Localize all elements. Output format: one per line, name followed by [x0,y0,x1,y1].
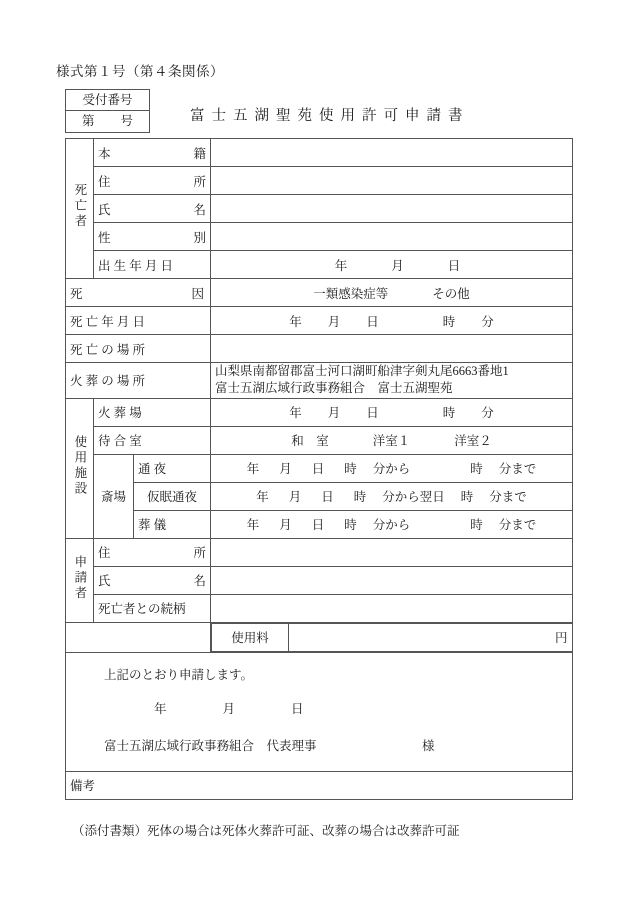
title-char-9: 可 [383,108,398,124]
kamin-start-hour-unit: 時 [353,490,367,504]
row-value-applicant-address[interactable] [211,538,573,566]
title-char-8: 許 [362,108,377,124]
receipt-number-suffix: 号 [120,114,134,128]
table-row-declaration [66,652,573,771]
title-char-3: 湖 [254,108,269,124]
table-row-cause-of-death [66,279,573,307]
death-day-unit: 日 [366,314,379,329]
table-row-deceased-address [66,167,573,195]
row-label-deceased-gender: 性 別 [94,223,211,251]
table-row-applicant-name [66,566,573,594]
row-label-applicant-address: 住 所 [94,538,211,566]
death-hour-unit: 時 [442,314,456,329]
row-value-deceased-name[interactable] [211,195,573,223]
table-row-remarks [66,771,573,799]
title-char-4: 聖 [276,108,291,124]
sogi-year-unit: 年 [246,518,260,532]
table-row-death-place [66,335,573,363]
receipt-number-box [65,89,150,133]
row-value-deceased-address[interactable] [211,167,573,195]
row-label-cause-of-death: 死 因 [66,279,211,307]
cremation-address-line2: 富士五湖広域行政事務組合 富士五湖聖苑 [215,381,453,396]
sogi-month-unit: 月 [279,518,292,532]
table-row-crematorium [66,398,573,426]
row-label-hall-tsuya: 通 夜 [134,454,211,482]
row-value-applicant-name[interactable] [211,566,573,594]
document-title [190,104,463,125]
waiting-room-option-western2[interactable]: 洋室２ [454,434,492,448]
death-year-unit: 年 [289,314,302,329]
row-label-death-date: 死 亡 年 月 日 [66,307,211,335]
row-value-cremation-place [211,363,573,399]
death-month-unit: 月 [327,314,341,329]
crematorium-month-unit: 月 [327,406,341,420]
declaration-block [66,652,573,771]
fee-label: 使用料 [212,623,289,651]
row-label-applicant-name: 氏 名 [94,566,211,594]
declaration-addressee: 富士五湖広域行政事務組合 代表理事 [104,738,317,753]
receipt-number-field[interactable] [66,111,149,132]
row-value-hall-sogi[interactable] [211,510,573,538]
row-label-hall-kamin-tsuya: 仮眠通夜 [134,482,211,510]
row-label-death-place: 死 亡 の 場 所 [66,335,211,363]
remarks-cell[interactable] [66,771,573,799]
table-row-honseki [66,139,573,167]
table-row-waiting-room [66,426,573,454]
group-label-applicant: 申請者 [66,538,94,622]
group-label-facilities: 使用施設 [66,398,94,538]
sogi-day-unit: 日 [311,518,325,532]
declaration-year-unit: 年 [154,701,167,716]
table-row-applicant-address [66,538,573,566]
title-char-12: 書 [448,108,463,124]
tsuya-end-hour-unit: 時 [470,462,483,476]
row-label-relation: 死亡者との続柄 [94,594,211,622]
row-value-death-place[interactable] [211,335,573,363]
title-char-0: 富 [190,108,205,124]
declaration-date[interactable] [154,699,304,717]
group-label-deceased: 死亡者 [66,139,94,279]
row-value-hall-tsuya[interactable] [211,454,573,482]
fee-row-spacer [66,622,211,652]
kamin-next-day-label: 翌日 [419,490,445,504]
birth-year-unit: 年 [334,258,348,273]
table-row-fee [66,622,573,652]
crematorium-day-unit: 日 [366,406,379,420]
tsuya-start-min-unit: 分から [372,462,411,476]
sogi-start-min-unit: 分から [372,518,411,532]
row-value-cause-of-death[interactable] [211,279,573,307]
sogi-end-hour-unit: 時 [470,518,483,532]
row-value-hall-kamin-tsuya[interactable] [211,482,573,510]
declaration-day-unit: 日 [291,701,304,716]
table-row-birthdate [66,251,573,279]
declaration-month-unit: 月 [222,701,236,716]
table-row-relation [66,594,573,622]
attachment-note: （添付書類）死体の場合は死体火葬許可証、改葬の場合は改葬許可証 [72,824,460,838]
form-number-label: 様式第１号（第４条関係） [56,64,224,79]
row-value-honseki[interactable] [211,139,573,167]
declaration-honorific: 様 [422,738,435,753]
title-char-10: 申 [405,108,420,124]
crematorium-hour-unit: 時 [442,406,456,420]
fee-unit: 円 [554,631,568,645]
cremation-address-line1: 山梨県南都留郡富士河口湖町船津字剣丸尾6663番地1 [215,364,509,378]
tsuya-month-unit: 月 [279,462,292,476]
remarks-label: 備考 [70,779,96,793]
declaration-statement: 上記のとおり申請します。 [104,667,254,682]
row-label-deceased-address: 住 所 [94,167,211,195]
row-label-deceased-name: 氏 名 [94,195,211,223]
sub-group-label-hall: 斎場 [94,454,134,538]
title-char-5: 苑 [297,108,312,124]
row-label-cremation-place: 火 葬 の 場 所 [66,363,211,399]
row-value-death-date[interactable] [211,307,573,335]
kamin-end-hour-unit: 時 [460,490,474,504]
row-value-crematorium[interactable] [211,398,573,426]
table-row-hall-tsuya [66,454,573,482]
title-char-2: 五 [233,108,248,124]
cause-option-other[interactable]: その他 [432,286,470,301]
table-row-deceased-name [66,195,573,223]
title-char-7: 用 [340,108,355,124]
waiting-room-option-japanese[interactable]: 和 室 [291,434,329,448]
title-char-1: 士 [211,108,226,124]
tsuya-end-min-unit: 分まで [498,462,537,476]
crematorium-year-unit: 年 [289,406,302,420]
fee-value[interactable] [289,623,573,651]
title-char-6: 使 [319,108,334,124]
row-value-waiting-room[interactable] [211,426,573,454]
kamin-year-unit: 年 [256,490,269,504]
tsuya-start-hour-unit: 時 [344,462,357,476]
row-label-crematorium: 火 葬 場 [94,398,211,426]
row-value-relation[interactable] [211,594,573,622]
waiting-room-option-western1[interactable]: 洋室１ [372,434,411,448]
row-label-birthdate: 出 生 年 月 日 [94,251,211,279]
tsuya-day-unit: 日 [311,462,325,476]
death-minute-unit: 分 [481,314,494,329]
cause-option-infectious[interactable]: 一類感染症等 [313,286,389,301]
row-value-birthdate[interactable] [211,251,573,279]
row-label-honseki: 本 籍 [94,139,211,167]
kamin-start-min-unit: 分から [382,490,420,504]
table-row-hall-kamin-tsuya [66,482,573,510]
birth-day-unit: 日 [447,258,461,273]
row-label-hall-sogi: 葬 儀 [134,510,211,538]
application-table [65,138,573,800]
receipt-number-heading: 受付番号 [66,90,149,111]
sogi-start-hour-unit: 時 [344,518,357,532]
row-value-deceased-gender[interactable] [211,223,573,251]
birth-month-unit: 月 [391,258,404,273]
title-char-11: 請 [426,108,441,124]
receipt-number-prefix: 第 [81,114,95,128]
crematorium-minute-unit: 分 [481,406,494,420]
kamin-end-min-unit: 分まで [489,490,527,504]
kamin-month-unit: 月 [288,490,302,504]
table-row-hall-sogi [66,510,573,538]
tsuya-year-unit: 年 [246,462,260,476]
fee-cell-wrapper [211,622,573,652]
sogi-end-min-unit: 分まで [498,518,537,532]
table-row-cremation-place [66,363,573,399]
kamin-day-unit: 日 [321,490,334,504]
row-label-waiting-room: 待 合 室 [94,426,211,454]
table-row-deceased-gender [66,223,573,251]
table-row-death-date [66,307,573,335]
